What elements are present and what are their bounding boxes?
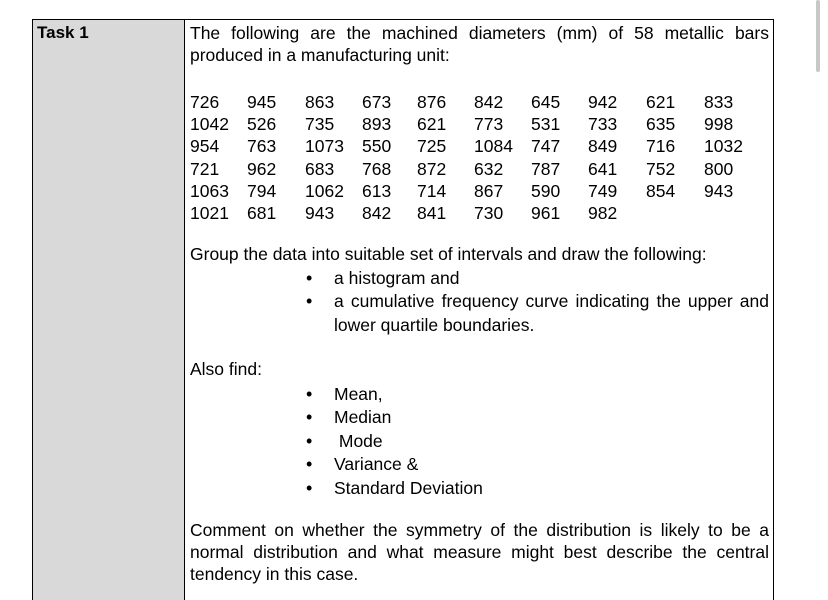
data-cell: 800 bbox=[704, 158, 734, 179]
data-cell: 942 bbox=[588, 92, 618, 113]
data-cell: 1042 bbox=[190, 114, 229, 135]
data-cell: 943 bbox=[704, 180, 734, 201]
data-cell: 1084 bbox=[474, 136, 513, 157]
data-cell: 681 bbox=[247, 203, 277, 224]
data-cell: 962 bbox=[247, 158, 277, 179]
vertical-scrollbar[interactable] bbox=[816, 0, 820, 72]
data-cell: 645 bbox=[531, 92, 561, 113]
data-cell: 632 bbox=[474, 158, 504, 179]
data-cell: 863 bbox=[305, 92, 335, 113]
data-cell: 787 bbox=[531, 158, 561, 179]
data-cell: 730 bbox=[474, 203, 504, 224]
data-cell: 945 bbox=[247, 92, 277, 113]
data-cell: 842 bbox=[474, 92, 504, 113]
find-item-mean: • Mean, bbox=[306, 383, 483, 406]
data-cell bbox=[704, 202, 754, 224]
data-cell: 550 bbox=[362, 136, 392, 157]
data-cell: 773 bbox=[474, 114, 504, 135]
intro-text: The following are the machined diameters (mm) of 58 metallic bars produced in a manufacturing unit: bbox=[190, 23, 769, 65]
data-row bbox=[190, 91, 754, 113]
data-cell: 954 bbox=[190, 136, 220, 157]
data-cell: 673 bbox=[362, 92, 392, 113]
data-cell: 683 bbox=[305, 158, 335, 179]
find-items-list bbox=[306, 383, 483, 500]
data-cell: 714 bbox=[417, 180, 447, 201]
data-cell: 961 bbox=[531, 203, 561, 224]
data-cell: 747 bbox=[531, 136, 561, 157]
data-cell: 768 bbox=[362, 158, 392, 179]
data-cell: 526 bbox=[247, 114, 277, 135]
data-row bbox=[190, 180, 754, 202]
draw-item-histogram: • a histogram and bbox=[306, 267, 769, 290]
data-cell: 735 bbox=[305, 114, 335, 135]
data-cell: 725 bbox=[417, 136, 447, 157]
data-cell: 621 bbox=[646, 92, 676, 113]
data-cell: 752 bbox=[646, 158, 676, 179]
data-cell: 998 bbox=[704, 114, 734, 135]
data-cell: 716 bbox=[646, 136, 676, 157]
data-cell bbox=[646, 202, 704, 224]
find-item-variance: • Variance & bbox=[306, 453, 483, 476]
task-label-cell bbox=[33, 20, 185, 600]
data-cell: 943 bbox=[305, 203, 335, 224]
draw-items-list bbox=[306, 267, 769, 337]
group-instruction: Group the data into suitable set of intervals and draw the following: bbox=[190, 244, 707, 264]
data-cell: 733 bbox=[588, 114, 618, 135]
data-row bbox=[190, 158, 754, 180]
data-cell: 842 bbox=[362, 203, 392, 224]
data-cell: 1073 bbox=[305, 136, 344, 157]
data-cell: 841 bbox=[417, 203, 447, 224]
task-table bbox=[32, 19, 774, 600]
data-cell: 621 bbox=[417, 114, 447, 135]
draw-item-cumulative-curve: • a cumulative frequency curve indicating the upper and lower quartile boundaries. bbox=[306, 290, 769, 337]
data-cell: 1021 bbox=[190, 203, 229, 224]
data-cell: 635 bbox=[646, 114, 676, 135]
data-cell: 854 bbox=[646, 180, 676, 201]
data-cell: 867 bbox=[474, 180, 504, 201]
data-cell: 749 bbox=[588, 180, 618, 201]
also-find-label: Also find: bbox=[190, 359, 262, 379]
data-cell: 893 bbox=[362, 114, 392, 135]
data-cell: 794 bbox=[247, 180, 277, 201]
find-item-median: • Median bbox=[306, 406, 483, 429]
task-content-cell bbox=[186, 20, 773, 600]
data-cell: 641 bbox=[588, 158, 618, 179]
task-label: Task 1 bbox=[37, 23, 89, 42]
data-cell: 1032 bbox=[704, 136, 743, 157]
data-cell: 721 bbox=[190, 158, 220, 179]
data-row bbox=[190, 113, 754, 135]
find-item-standard-deviation: • Standard Deviation bbox=[306, 477, 483, 500]
data-cell: 726 bbox=[190, 92, 220, 113]
data-cell: 833 bbox=[704, 92, 734, 113]
data-cell: 876 bbox=[417, 92, 447, 113]
diameter-data-table bbox=[190, 91, 754, 224]
data-cell: 613 bbox=[362, 180, 392, 201]
data-cell: 763 bbox=[247, 136, 277, 157]
comment-text: Comment on whether the symmetry of the distribution is likely to be a normal distribution and what measure might best describe the central tendency in this case. bbox=[190, 520, 769, 584]
data-cell: 531 bbox=[531, 114, 561, 135]
data-row bbox=[190, 202, 754, 224]
data-cell: 590 bbox=[531, 180, 561, 201]
data-cell: 872 bbox=[417, 158, 447, 179]
data-cell: 1062 bbox=[305, 180, 344, 201]
data-cell: 982 bbox=[588, 203, 618, 224]
data-cell: 1063 bbox=[190, 180, 229, 201]
data-row bbox=[190, 135, 754, 157]
data-cell: 849 bbox=[588, 136, 618, 157]
find-item-mode: • Mode bbox=[306, 430, 483, 453]
